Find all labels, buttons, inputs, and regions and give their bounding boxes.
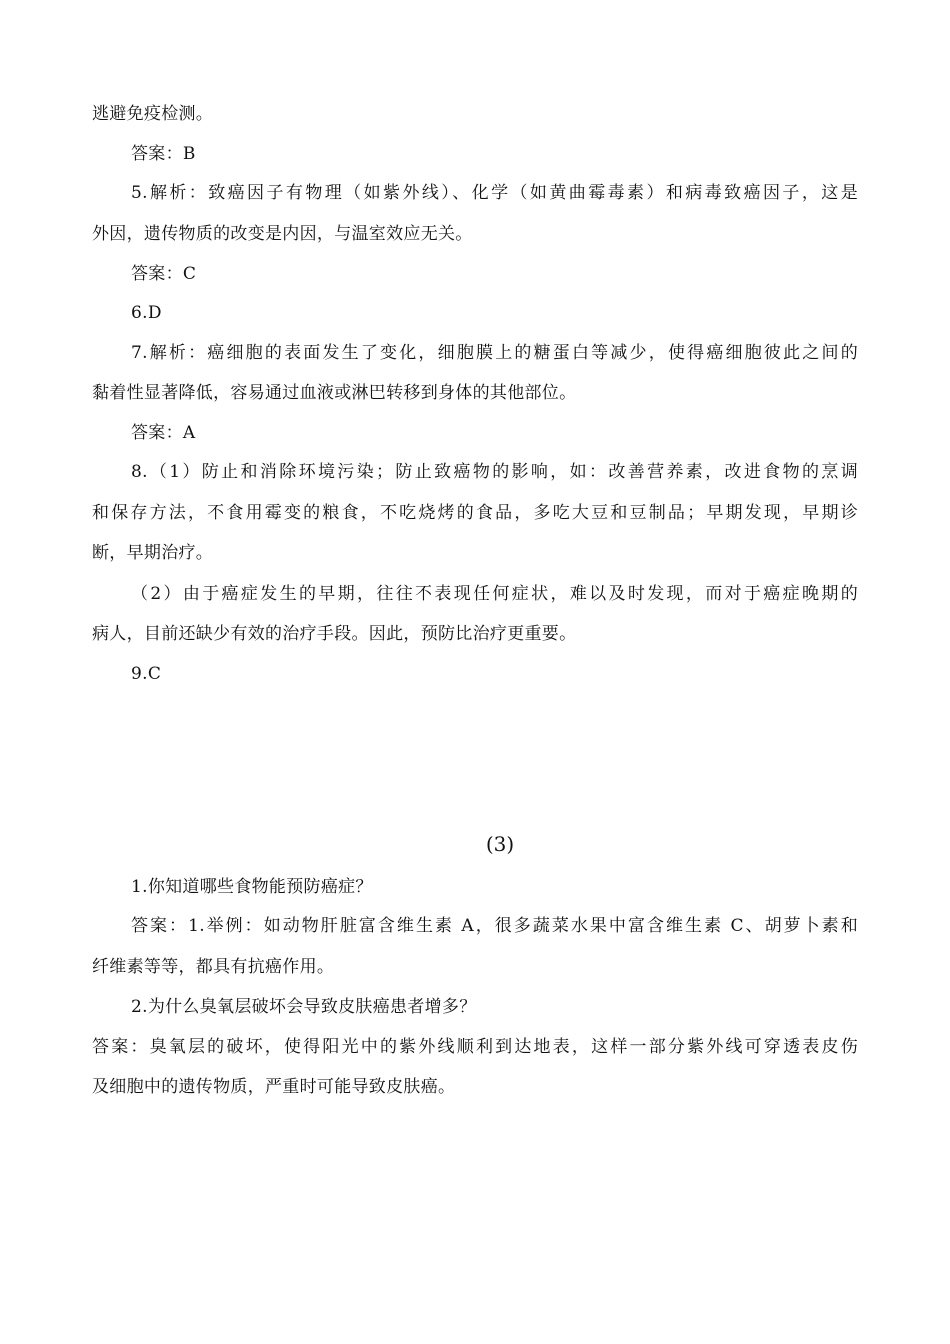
section3-question-1: 1.你知道哪些食物能预防癌症？ [131, 877, 373, 897]
q8-part1-line-1: 8.（1）防止和消除环境污染；防止致癌物的影响，如：改善营养素，改进食物的烹调 [131, 462, 858, 482]
section3-answer-2-line-1: 答案：臭氧层的破坏，使得阳光中的紫外线顺利到达地表，这样一部分紫外线可穿透表皮伤 [92, 1037, 858, 1057]
q8-part2-line-2: 病人，目前还缺少有效的治疗手段。因此，预防比治疗更重要。 [92, 624, 577, 644]
q7-explanation-line-2: 黏着性显著降低，容易通过血液或淋巴转移到身体的其他部位。 [92, 383, 577, 403]
q5-explanation-line-2: 外因，遗传物质的改变是内因，与温室效应无关。 [92, 224, 473, 244]
q5-explanation-line-1: 5.解析：致癌因子有物理（如紫外线）、化学（如黄曲霉毒素）和病毒致癌因子，这是 [131, 183, 858, 203]
q5-answer: 答案：C [131, 264, 197, 284]
section3-answer-1-line-1: 答案：1.举例：如动物肝脏富含维生素 A，很多蔬菜水果中富含维生素 C、胡萝卜素和 [131, 916, 859, 936]
q8-part1-line-2: 和保存方法，不食用霉变的粮食，不吃烧烤的食品，多吃大豆和豆制品；早期发现，早期诊 [92, 503, 858, 523]
q8-part1-line-3: 断，早期治疗。 [92, 543, 214, 563]
q4-explanation-tail: 逃避免疫检测。 [92, 104, 214, 124]
q7-explanation-line-1: 7.解析：癌细胞的表面发生了变化，细胞膜上的糖蛋白等减少，使得癌细胞彼此之间的 [131, 343, 858, 363]
section-number: (3) [485, 832, 515, 856]
q9-answer: 9.C [131, 664, 162, 684]
q4-answer: 答案：B [131, 144, 196, 164]
q6-answer: 6.D [131, 303, 162, 323]
q8-part2-line-1: （2）由于癌症发生的早期，往往不表现任何症状，难以及时发现，而对于癌症晚期的 [131, 584, 858, 604]
section3-answer-1-line-2: 纤维素等等，都具有抗癌作用。 [92, 957, 335, 977]
q7-answer: 答案：A [131, 423, 196, 443]
section3-question-2: 2.为什么臭氧层破坏会导致皮肤癌患者增多？ [131, 997, 477, 1017]
section3-answer-2-line-2: 及细胞中的遗传物质，严重时可能导致皮肤癌。 [92, 1077, 456, 1097]
